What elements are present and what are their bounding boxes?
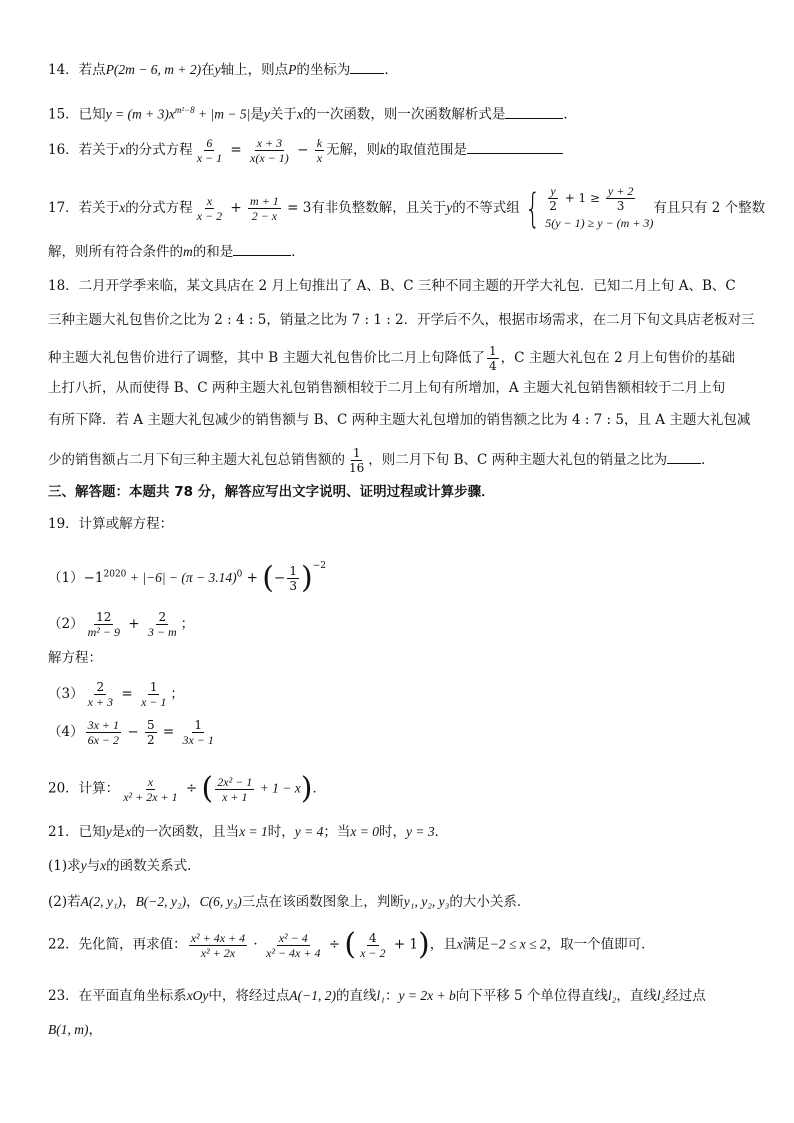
q16-var: k (380, 142, 387, 157)
fraction (248, 136, 291, 165)
q23-text: 中，将经过点 (208, 988, 290, 1004)
q21-var: x (125, 824, 132, 839)
numerator: 5 (146, 718, 155, 732)
q15-text: 的一次函数，则一次函数解析式是 (302, 106, 506, 123)
q22-text: 22．先化简，再求值： (48, 936, 187, 953)
numerator: k (316, 136, 323, 150)
q23-text: 23．在平面直角坐标系 (48, 988, 187, 1004)
q15-var: y (263, 106, 270, 122)
q21-text: 时， (379, 824, 407, 840)
question-19-part1: $(1)-1^{2020} + |-6| - (\pi - 3.14)^0$ + (− $\frac{1}{3}$ )$^{-2}$ (48, 560, 326, 596)
q23-var: l₂ (607, 988, 617, 1003)
operator: = (117, 686, 137, 702)
denominator: 3 (289, 579, 297, 593)
q17-text: ． (291, 244, 305, 260)
question-23 (48, 986, 754, 1006)
right-paren: ) (300, 771, 313, 806)
denominator: x² + 2x + 1 (123, 789, 178, 804)
right-paren: ) (418, 927, 430, 962)
q21-expr: x = 0 (350, 824, 380, 839)
numerator: y + 2 (607, 184, 634, 198)
operator: − (292, 142, 313, 158)
q18-text: 种主题大礼包售价进行了调整，其中 B 主题大礼包售价比二月上旬降低了 (48, 350, 486, 366)
q16-text: 16．若关于 (48, 142, 120, 158)
q16-text: 的取值范围是 (386, 142, 468, 158)
denominator: 3 (616, 199, 625, 213)
q21-expr: y₁, y₂, y₃ (403, 894, 450, 909)
q18-text: 少的销售额占二月下旬三种主题大礼包总销售额的 (48, 452, 345, 468)
question-14 (48, 60, 754, 80)
denominator: x − 2 (196, 209, 223, 223)
q15-var: x (296, 106, 303, 122)
fraction (315, 136, 324, 165)
question-18-line5: 有所下降．若 A 主题大礼包减少的销售额与 B、C 两种主题大礼包增加的销售额之比为 4 : 7 : 5，且 A 主题大礼包减 (48, 412, 751, 428)
answer-blank[interactable] (233, 243, 291, 256)
q21-expr: y = 3 (406, 824, 435, 839)
q15-text: ． (563, 106, 577, 123)
q15-text: 是 (250, 106, 264, 123)
exponent: 2020 (103, 569, 127, 580)
q21-text: 21．已知 (48, 824, 106, 840)
q23-var: xOy (186, 988, 209, 1003)
q23-text: 的直线 (336, 988, 377, 1004)
question-23-line2 (48, 1020, 754, 1040)
left-paren: ( (344, 927, 357, 962)
denominator: x − 2 (360, 945, 386, 960)
q17-text: 有且只有 2 个整数 (653, 200, 766, 216)
denominator: 4 (489, 359, 497, 373)
operator: + (226, 200, 247, 216)
punct: ． (312, 780, 326, 797)
numerator: x + 3 (256, 136, 283, 150)
answer-blank[interactable] (667, 451, 701, 464)
q23-var: l₂ (656, 988, 666, 1003)
answer-blank[interactable] (350, 61, 384, 74)
part-label: （1） (48, 570, 84, 586)
denominator: m² − 9 (87, 625, 120, 639)
q15-text: 关于 (269, 106, 297, 123)
numerator: x² − 4 (278, 930, 308, 945)
numerator: 1 (289, 564, 297, 578)
question-19-part2 (48, 610, 754, 639)
q22-var: x (456, 936, 463, 952)
q21-expr: B(−2, y₂) (135, 894, 187, 909)
part-label: （3） (48, 686, 84, 702)
question-18-line6 (48, 446, 754, 475)
fraction (195, 136, 224, 165)
q16-text: 的分式方程 (125, 142, 193, 158)
question-17 (48, 184, 766, 233)
q23-text: ，直线 (616, 988, 657, 1004)
numerator: 3x + 1 (87, 718, 120, 732)
q21-text: 的大小关系． (449, 894, 531, 910)
q21-text: ， (122, 894, 136, 910)
denominator: x + 1 (222, 789, 248, 804)
q23-text: ， (88, 1022, 102, 1038)
numerator: 1 (194, 718, 203, 732)
q18-text: ，则二月下旬 B、C 两种主题大礼包的销量之比为 (368, 452, 668, 468)
denominator: x + 3 (87, 695, 114, 709)
expr: + 1 − x (256, 780, 301, 796)
question-21 (48, 822, 754, 842)
denominator: 16 (349, 461, 365, 475)
question-17-line2 (48, 242, 754, 262)
punct: ； (180, 616, 195, 632)
numerator: m + 1 (250, 194, 279, 208)
q21-var: y (80, 858, 87, 873)
q22-text: ，且 (429, 936, 457, 953)
answer-blank[interactable] (505, 106, 563, 119)
q14-text: 14．若点 (48, 62, 106, 78)
numerator: x² + 4x + 4 (190, 930, 246, 945)
q14-text: 轴上，则点 (220, 62, 289, 78)
question-19-part4 (48, 718, 754, 747)
denominator: 2 − x (251, 209, 278, 223)
q21-var: y (105, 824, 112, 839)
q14-text: 的坐标为 (296, 62, 351, 78)
operator: = (226, 142, 247, 158)
q21-expr: y = 4 (294, 824, 324, 839)
numerator: 4 (368, 930, 377, 945)
denominator: x(x − 1) (250, 151, 289, 165)
denominator: x² + 2x (200, 945, 236, 960)
q23-text: 经过点 (665, 988, 706, 1004)
q23-var: l₁ (376, 988, 385, 1003)
fraction (347, 446, 366, 475)
operator: · (249, 936, 263, 953)
q21-text: 的函数关系式． (106, 858, 201, 874)
numerator: 6 (206, 136, 213, 150)
q15-text: 15．已知 (48, 106, 106, 123)
answer-blank[interactable] (467, 141, 563, 154)
fraction (215, 775, 254, 804)
q17-text: 有非负整数解，且关于 (311, 200, 447, 216)
section-heading: 三、解答题：本题共 78 分，解答应写出文字说明、证明过程或计算步骤． (48, 484, 495, 500)
q15-expr: + |m − 5| (194, 106, 251, 122)
fraction (358, 931, 387, 960)
denominator: x − 1 (196, 151, 223, 165)
fraction (86, 718, 121, 747)
q15-expr: y = (m + 3)x (105, 106, 175, 122)
operator: ÷ (181, 780, 202, 797)
fraction (606, 184, 635, 213)
operator: = 3 (282, 200, 312, 216)
operator: ÷ (324, 936, 345, 953)
fraction (86, 610, 122, 639)
question-19-title: 19．计算或解方程： (48, 516, 174, 532)
q21-expr: x = 1 (239, 824, 268, 839)
q18-text: ． (701, 452, 715, 468)
question-18-line1: 18．二月开学季来临，某文具店在 2 月上旬推出了 A、B、C 三种不同主题的开学大礼包．已知二月上旬 A、B、C (48, 278, 736, 294)
q22-text: ，取一个值即可． (546, 936, 655, 953)
q15-exponent: m²−8 (174, 105, 195, 115)
brace-icon: { (524, 185, 541, 232)
question-20 (48, 771, 754, 806)
q21-text: 三点在该函数图象上，判断 (241, 894, 404, 910)
q23-text: 向下平移 5 个单位得直线 (455, 988, 608, 1004)
question-16 (48, 136, 754, 165)
operator: = (158, 724, 179, 740)
denominator: 2 (549, 199, 557, 213)
question-18-line2: 三种主题大礼包售价之比为 2 : 4 : 5，销量之比为 7 : 1 : 2．开学后不久，根据市场需求，在二月下旬文具店老板对三 (48, 312, 755, 328)
q22-expr: −2 ≤ x ≤ 2 (489, 936, 547, 952)
q16-var: x (119, 142, 126, 157)
q17-var: m (183, 244, 193, 259)
inequality-system (520, 184, 654, 233)
q21-text: 与 (86, 858, 101, 874)
q17-text: 的不等式组 (452, 200, 520, 216)
q18-text: ，C 主题大礼包在 2 月上旬售价的基础 (500, 350, 735, 366)
q23-expr: B(1, m) (48, 1022, 89, 1037)
question-22 (48, 927, 754, 962)
q21-text: (2)若 (48, 894, 81, 910)
fraction (547, 184, 559, 213)
numerator: x (206, 194, 213, 208)
fraction (248, 194, 281, 223)
expr: + |−6| − (π − 3.14) (126, 570, 237, 585)
expr: −1 (83, 570, 104, 586)
fraction (139, 680, 168, 709)
system-rows (545, 184, 653, 233)
question-19-part3 (48, 680, 754, 709)
expr: + 1 (389, 936, 419, 953)
q21-text: (1)求 (48, 858, 81, 874)
q20-text: 20．计算： (48, 780, 120, 797)
exponent: −2 (312, 561, 326, 571)
numerator: 1 (352, 446, 361, 460)
numerator: y (550, 184, 556, 198)
q23-expr: A(−1, 2) (289, 988, 337, 1003)
q23-expr: y = 2x + b (398, 988, 456, 1003)
q21-text: 是 (111, 824, 126, 840)
left-paren: ( (262, 560, 275, 596)
q21-expr: C(6, y₃) (199, 894, 242, 909)
q21-text: ， (186, 894, 200, 910)
numerator: 2x² − 1 (217, 774, 253, 789)
q21-text: ；当 (323, 824, 351, 840)
q17-text: 的和是 (192, 244, 234, 260)
denominator: x − 1 (140, 695, 167, 709)
fraction (195, 194, 224, 223)
q14-var: P (288, 62, 297, 77)
fraction (287, 564, 299, 593)
operator: + 1 ≥ (560, 191, 604, 205)
question-18-line3 (48, 344, 754, 373)
denominator: x² − 4x + 4 (266, 945, 321, 960)
part-label: （4） (48, 724, 84, 740)
operator: + (242, 570, 263, 586)
numerator: 12 (96, 610, 112, 624)
q17-var: y (446, 200, 453, 215)
numerator: 1 (489, 344, 497, 358)
fraction (146, 610, 179, 639)
q17-var: x (119, 200, 126, 215)
fraction (180, 718, 215, 747)
exponent: 0 (236, 569, 243, 580)
q23-text: ： (384, 988, 399, 1004)
denominator: 6x − 2 (87, 733, 120, 747)
solve-equations-label: 解方程： (48, 650, 102, 666)
q17-text: 的分式方程 (125, 200, 193, 216)
fraction (264, 931, 322, 960)
numerator: 2 (96, 680, 105, 694)
q21-text: 的一次函数，且当 (131, 824, 240, 840)
q14-text: 在 (201, 62, 215, 78)
right-paren: ) (300, 560, 313, 596)
q17-text: 解，则所有符合条件的 (48, 244, 183, 260)
q17-text: 17．若关于 (48, 200, 120, 216)
punct: ； (170, 686, 184, 702)
numerator: 1 (149, 680, 158, 694)
operator: − (123, 724, 143, 740)
fraction (121, 775, 179, 804)
system-row-1 (545, 184, 653, 213)
q21-text: ． (434, 824, 449, 840)
question-18-line4: 上打八折，从而使得 B、C 两种主题大礼包销售额相较于二月上旬有所增加，A 主题大礼包销售额相较于二月上旬 (48, 380, 726, 396)
denominator: x (316, 151, 323, 165)
q16-text: 无解，则 (326, 142, 381, 158)
q21-var: x (100, 858, 107, 873)
question-21-part1 (48, 856, 754, 876)
question-15 (48, 100, 754, 125)
fraction (487, 344, 499, 373)
numerator: 2 (158, 610, 167, 624)
q14-var: y (214, 62, 221, 77)
q22-text: 满足 (462, 936, 490, 953)
denominator: 3 − m (147, 625, 177, 639)
question-21-part2 (48, 892, 754, 912)
q21-text: 时， (267, 824, 295, 840)
system-row-2: 5(y − 1) ≥ y − (m + 3) (545, 216, 654, 230)
denominator: 3x − 1 (182, 733, 214, 747)
q14-text: ． (384, 62, 398, 78)
fraction (86, 680, 115, 709)
left-paren: ( (201, 771, 214, 806)
q14-point-expr: P(2m − 6, m + 2) (105, 62, 202, 77)
fraction (189, 931, 247, 960)
fraction (145, 718, 157, 747)
q21-expr: A(2, y₁) (80, 894, 123, 909)
operator: + (123, 616, 144, 632)
part-label: （2） (48, 616, 84, 632)
numerator: x (147, 774, 154, 789)
denominator: 2 (146, 733, 155, 747)
